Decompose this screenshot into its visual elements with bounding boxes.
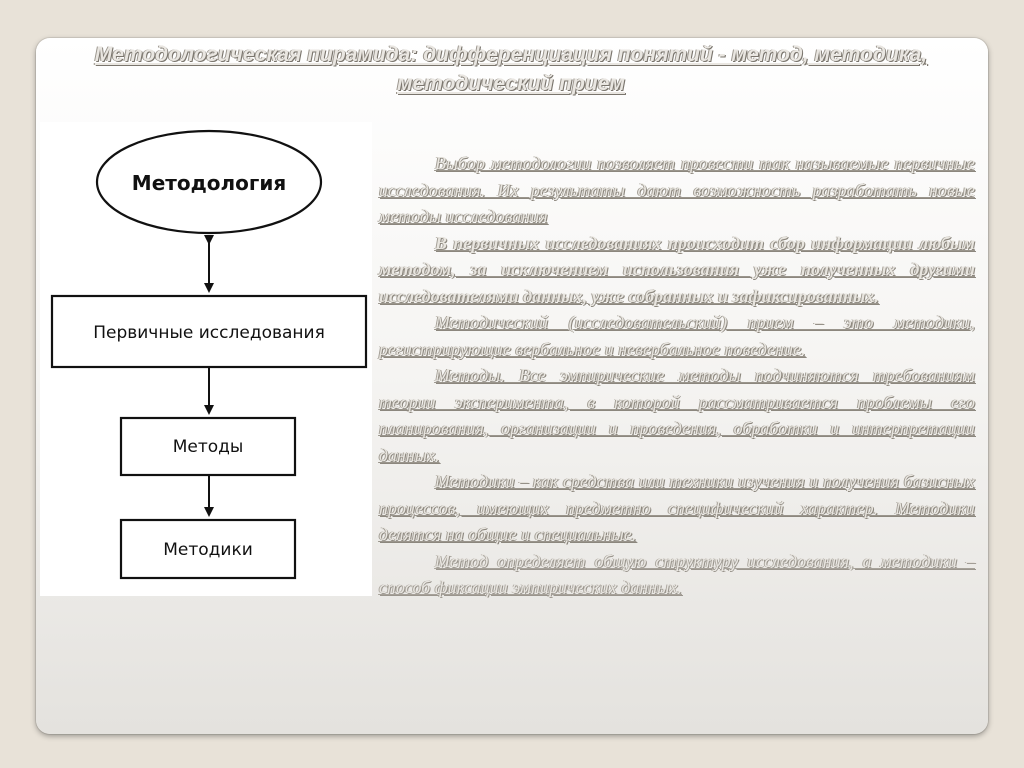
primary-research-label: Первичные исследования bbox=[93, 323, 325, 343]
slide-body-text bbox=[379, 150, 975, 601]
methods-label: Методы bbox=[172, 437, 244, 457]
paragraph-methods: Методы. Все эмпирические методы подчиняются требованиям теории эксперимента, в которой рассматривается проблемы его планирования, организации и проведения, обработки и интерпретации данных. bbox=[379, 365, 975, 465]
slide bbox=[36, 38, 988, 734]
paragraph-techniques: Методики – как средства или техники изучения и получения базисных процессов, имеющих предметно специфический характер. Методики делятся на общие и специальные. bbox=[379, 471, 975, 544]
methodology-label: Методология bbox=[131, 171, 287, 195]
paragraph-method-vs-technique: Метод определяет общую структуру исследования, а методики – способ фиксации эмпирических данных. bbox=[379, 550, 975, 597]
slide-title: Методологическая пирамида: дифференциация понятий - метод, методика, методический прием bbox=[94, 43, 928, 95]
methodology-node bbox=[97, 131, 321, 233]
techniques-label: Методики bbox=[163, 540, 253, 560]
paragraph-primary-research: В первичных исследованиях происходит сбор информации любым методом, за исключением использования уже полученных другими исследователями данных, уже собранных и зафиксированных. bbox=[379, 232, 975, 306]
methodology-pyramid-diagram bbox=[40, 122, 372, 596]
techniques-node bbox=[121, 520, 295, 578]
paragraph-method-technique: Методический (исследовательский) прием – это методики, регистрирующие вербальное и невербальное поведение. bbox=[379, 312, 975, 359]
methods-node bbox=[121, 418, 295, 475]
primary-research-node bbox=[52, 296, 366, 367]
paragraph-methodology-choice: Выбор методологии позволяет провести так называемые первичные исследования. Их результаты дают возможность разработать новые методы исследования bbox=[379, 153, 975, 226]
